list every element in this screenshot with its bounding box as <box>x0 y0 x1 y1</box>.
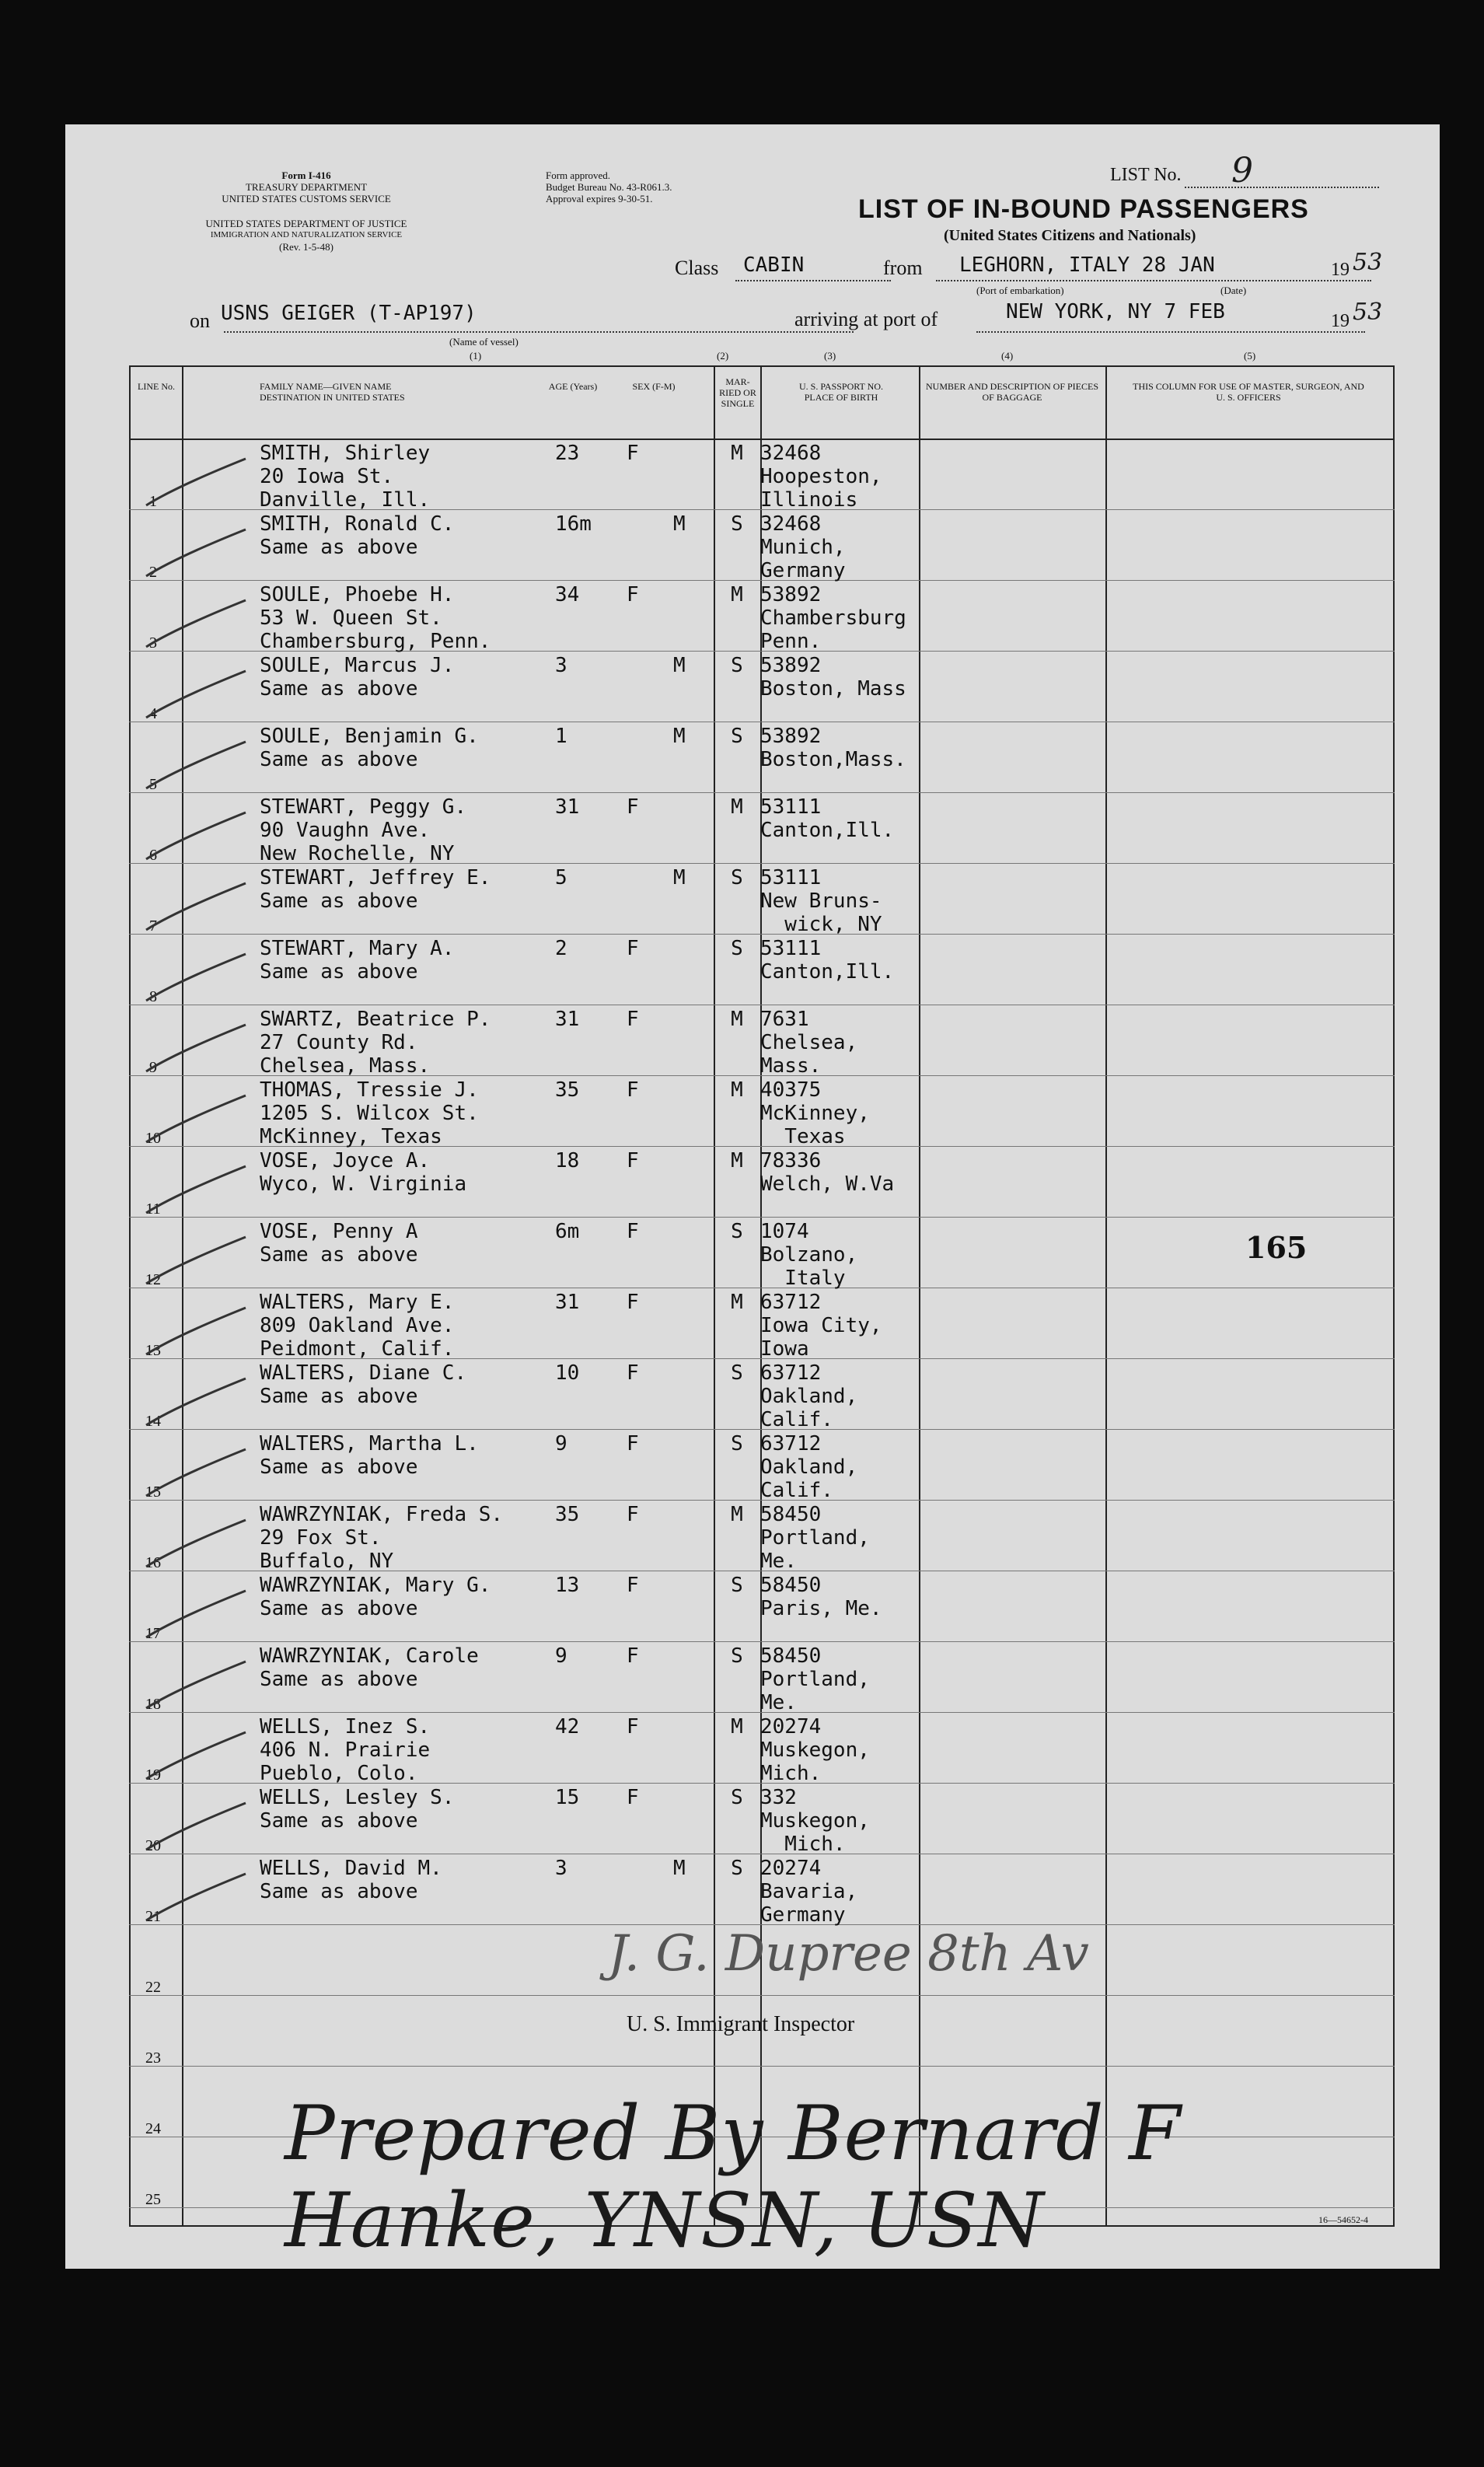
passenger-age: 9 <box>555 1644 567 1668</box>
passenger-passport: 53892 Boston,Mass. <box>760 725 906 771</box>
arrival-line <box>976 331 1365 333</box>
header-family-name <box>260 381 462 403</box>
row-divider <box>129 1995 1395 1996</box>
form-subtitle: (United States Citizens and Nationals) <box>944 227 1196 244</box>
passenger-passport: 53111 Canton,Ill. <box>760 937 895 984</box>
table-row <box>129 1712 1395 1783</box>
date-caption: (Date) <box>1220 285 1247 296</box>
line-number: 8 <box>149 988 157 1005</box>
class-line <box>735 280 891 281</box>
passenger-marital: S <box>731 937 743 960</box>
passenger-sex: M <box>673 1857 686 1880</box>
form-justice-block <box>182 218 431 253</box>
table-row <box>129 1641 1395 1712</box>
passenger-sex: F <box>627 1078 639 1102</box>
year-value-2: 53 <box>1353 299 1383 326</box>
table-row <box>129 1500 1395 1571</box>
passenger-name: WELLS, Lesley S. Same as above <box>260 1786 455 1833</box>
line-number: 10 <box>145 1130 161 1147</box>
passenger-passport: 58450 Paris, Me. <box>760 1574 882 1620</box>
passenger-sex: F <box>627 583 639 606</box>
passenger-name: SMITH, Ronald C. Same as above <box>260 512 455 559</box>
passenger-marital: S <box>731 1361 743 1385</box>
line-number: 5 <box>149 776 157 793</box>
passenger-sex: F <box>627 1574 639 1597</box>
table-row <box>129 722 1395 792</box>
passenger-marital: S <box>731 512 743 536</box>
passenger-name: SOULE, Phoebe H. 53 W. Queen St. Chambersburg, Penn. <box>260 583 491 653</box>
passenger-marital: S <box>731 1574 743 1597</box>
passenger-marital: S <box>731 1644 743 1668</box>
passenger-age: 31 <box>555 1291 580 1314</box>
passenger-marital: M <box>731 1008 743 1031</box>
passenger-marital: S <box>731 1220 743 1243</box>
line-number: 13 <box>145 1342 161 1359</box>
passenger-name: SWARTZ, Beatrice P. 27 County Rd. Chelsea, Mass. <box>260 1008 491 1078</box>
passenger-passport: 78336 Welch, W.Va <box>760 1149 895 1196</box>
customs-label: UNITED STATES CUSTOMS SERVICE <box>222 193 391 204</box>
table-row <box>129 934 1395 1005</box>
header-married: MAR- RIED OR SINGLE <box>719 376 756 409</box>
passenger-name: WALTERS, Diane C. Same as above <box>260 1361 467 1408</box>
passenger-name: VOSE, Joyce A. Wyco, W. Virginia <box>260 1149 467 1196</box>
passenger-passport: 20274 Muskegon, Mich. <box>760 1715 870 1785</box>
list-no-line <box>1185 187 1379 188</box>
line-number: 16 <box>145 1554 161 1571</box>
table-row <box>129 580 1395 651</box>
passenger-name: SOULE, Marcus J. Same as above <box>260 654 455 701</box>
footer-code: 16—54652-4 <box>1318 2214 1368 2225</box>
passenger-passport: 53111 Canton,Ill. <box>760 795 895 842</box>
stamp-number: 165 <box>1245 1230 1308 1265</box>
header-family-name-text: FAMILY NAME—GIVEN NAME <box>260 381 392 392</box>
passenger-passport: 332 Muskegon, Mich. <box>760 1786 870 1856</box>
table-row <box>129 1146 1395 1217</box>
passenger-passport: 63712 Oakland, Calif. <box>760 1361 858 1431</box>
vessel-line <box>224 331 854 333</box>
inspector-label: U. S. Immigrant Inspector <box>627 2012 855 2036</box>
justice-label: UNITED STATES DEPARTMENT OF JUSTICE <box>205 218 407 229</box>
class-value: CABIN <box>743 253 805 277</box>
table-row <box>129 1783 1395 1854</box>
col-num-2: (2) <box>717 350 729 362</box>
passenger-age: 13 <box>555 1574 580 1597</box>
passenger-passport: 58450 Portland, Me. <box>760 1644 870 1714</box>
passenger-age: 23 <box>555 442 580 465</box>
passenger-marital: M <box>731 1291 743 1314</box>
passenger-passport: 32468 Hoopeston, Illinois <box>760 442 882 512</box>
passenger-passport: 40375 McKinney, Texas <box>760 1078 870 1148</box>
table-row <box>129 439 1395 512</box>
prepared-by-signature: Prepared By Bernard F Hanke, YNSN, USN <box>285 2090 1182 2264</box>
passenger-sex: F <box>627 1715 639 1738</box>
table-row <box>129 1075 1395 1146</box>
passenger-sex: F <box>627 1503 639 1526</box>
line-number: 11 <box>145 1200 161 1218</box>
passenger-marital: M <box>731 442 743 465</box>
passenger-marital: M <box>731 1149 743 1172</box>
line-number: 4 <box>149 705 157 722</box>
line-number: 6 <box>149 847 157 864</box>
passenger-name: WELLS, David M. Same as above <box>260 1857 442 1903</box>
budget-label: Budget Bureau No. 43-R061.3. <box>546 181 672 193</box>
passenger-age: 31 <box>555 1008 580 1031</box>
form-number: Form I-416 <box>281 169 331 181</box>
passenger-name: WAWRZYNIAK, Mary G. Same as above <box>260 1574 491 1620</box>
passenger-sex: M <box>673 654 686 677</box>
passenger-sex: F <box>627 937 639 960</box>
passenger-sex: F <box>627 1008 639 1031</box>
header-passport <box>771 381 911 403</box>
passenger-name: WAWRZYNIAK, Freda S. 29 Fox St. Buffalo, NY <box>260 1503 504 1573</box>
form-title: LIST OF IN-BOUND PASSENGERS <box>858 194 1309 224</box>
form-agency-block <box>182 169 431 204</box>
passenger-name: SMITH, Shirley 20 Iowa St. Danville, Ill. <box>260 442 431 512</box>
passenger-marital: S <box>731 866 743 889</box>
passenger-marital: S <box>731 725 743 748</box>
from-line <box>936 280 1371 281</box>
header-baggage: NUMBER AND DESCRIPTION OF PIECES OF BAGGAGE <box>925 381 1099 403</box>
passenger-sex: M <box>673 725 686 748</box>
passenger-age: 1 <box>555 725 567 748</box>
table-row <box>129 1358 1395 1429</box>
passenger-age: 5 <box>555 866 567 889</box>
table-row <box>129 792 1395 863</box>
ins-label: IMMIGRATION AND NATURALIZATION SERVICE <box>210 230 403 239</box>
table-row <box>129 651 1395 722</box>
col-num-1: (1) <box>470 350 482 362</box>
header-sex: SEX (F-M) <box>632 381 676 392</box>
line-number: 2 <box>149 564 157 581</box>
passenger-passport: 1074 Bolzano, Italy <box>760 1220 858 1290</box>
col-num-4: (4) <box>1001 350 1014 362</box>
passenger-passport: 63712 Iowa City, Iowa <box>760 1291 882 1361</box>
passenger-marital: M <box>731 795 743 819</box>
port-embark-caption: (Port of embarkation) <box>976 285 1064 296</box>
passenger-sex: F <box>627 442 639 465</box>
passenger-name: SOULE, Benjamin G. Same as above <box>260 725 479 771</box>
table-row <box>129 1217 1395 1288</box>
line-number: 24 <box>145 2120 161 2137</box>
line-number: 3 <box>149 634 157 652</box>
passenger-sex: F <box>627 1361 639 1385</box>
passenger-age: 42 <box>555 1715 580 1738</box>
expires-label: Approval expires 9-30-51. <box>546 193 653 204</box>
passenger-marital: S <box>731 1857 743 1880</box>
table-row <box>129 1288 1395 1361</box>
line-number: 23 <box>145 2049 161 2067</box>
line-number: 15 <box>145 1483 161 1501</box>
passenger-age: 6m <box>555 1220 580 1243</box>
year-prefix: 19 <box>1331 260 1350 280</box>
line-number: 18 <box>145 1696 161 1713</box>
passenger-passport: 53892 Boston, Mass <box>760 654 906 701</box>
line-number: 14 <box>145 1413 161 1430</box>
passenger-name: STEWART, Mary A. Same as above <box>260 937 455 984</box>
line-number: 7 <box>149 917 157 935</box>
passenger-name: WALTERS, Martha L. Same as above <box>260 1432 479 1479</box>
line-number: 19 <box>145 1766 161 1784</box>
table-row <box>129 509 1395 580</box>
passenger-age: 35 <box>555 1078 580 1102</box>
revision-label: (Rev. 1-5-48) <box>279 241 333 253</box>
passenger-sex: F <box>627 1644 639 1668</box>
inspector-signature: J. G. Dupree 8th Av <box>608 1925 1089 1983</box>
passenger-age: 3 <box>555 654 567 677</box>
year-value: 53 <box>1353 249 1383 276</box>
row-divider <box>129 2066 1395 2067</box>
approved-label: Form approved. <box>546 169 611 181</box>
from-value: LEGHORN, ITALY 28 JAN <box>959 253 1215 277</box>
passenger-table <box>129 365 1395 2264</box>
year-prefix-2: 19 <box>1331 311 1350 331</box>
list-no-label: LIST No. <box>1110 165 1182 185</box>
passenger-name: WELLS, Inez S. 406 N. Prairie Pueblo, Colo. <box>260 1715 431 1785</box>
passenger-age: 2 <box>555 937 567 960</box>
col-num-5: (5) <box>1244 350 1256 362</box>
passenger-passport: 20274 Bavaria, Germany <box>760 1857 858 1927</box>
passenger-marital: M <box>731 583 743 606</box>
list-no-value: 9 <box>1231 151 1253 190</box>
passenger-passport: 53892 Chambersburg Penn. <box>760 583 906 653</box>
vessel-name: USNS GEIGER (T-AP197) <box>221 302 477 325</box>
header-officers: THIS COLUMN FOR USE OF MASTER, SURGEON, AND U. S. OFFICERS <box>1133 381 1364 403</box>
table-row <box>129 1005 1395 1078</box>
header-passport-text: U. S. PASSPORT NO. <box>799 381 883 392</box>
passenger-age: 31 <box>555 795 580 819</box>
line-number: 17 <box>145 1625 161 1642</box>
passenger-sex: F <box>627 1432 639 1455</box>
passenger-name: THOMAS, Tressie J. 1205 S. Wilcox St. McKinney, Texas <box>260 1078 479 1148</box>
passenger-name: WAWRZYNIAK, Carole Same as above <box>260 1644 479 1691</box>
passenger-passport: 7631 Chelsea, Mass. <box>760 1008 858 1078</box>
line-number: 22 <box>145 1979 161 1996</box>
arrival-value: NEW YORK, NY 7 FEB <box>1006 300 1225 323</box>
passenger-age: 18 <box>555 1149 580 1172</box>
passenger-sex: M <box>673 866 686 889</box>
passenger-name: STEWART, Peggy G. 90 Vaughn Ave. New Rochelle, NY <box>260 795 467 865</box>
passenger-sex: F <box>627 795 639 819</box>
passenger-sex: F <box>627 1786 639 1809</box>
table-row <box>129 1429 1395 1500</box>
header-birth-text: PLACE OF BIRTH <box>804 392 878 403</box>
passenger-marital: M <box>731 1503 743 1526</box>
passenger-passport: 63712 Oakland, Calif. <box>760 1432 858 1502</box>
passenger-name: WALTERS, Mary E. 809 Oakland Ave. Peidmont, Calif. <box>260 1291 455 1361</box>
col-num-3: (3) <box>824 350 836 362</box>
passenger-sex: F <box>627 1149 639 1172</box>
table-row <box>129 863 1395 934</box>
passenger-marital: M <box>731 1078 743 1102</box>
passenger-marital: S <box>731 1432 743 1455</box>
passenger-sex: F <box>627 1220 639 1243</box>
passenger-age: 3 <box>555 1857 567 1880</box>
treasury-label: TREASURY DEPARTMENT <box>245 181 368 193</box>
passenger-passport: 53111 New Bruns- wick, NY <box>760 866 882 936</box>
passenger-marital: S <box>731 1786 743 1809</box>
arriving-label: arriving at port of <box>794 308 938 330</box>
from-label: from <box>883 257 923 279</box>
on-label: on <box>190 309 210 332</box>
table-row <box>129 1854 1395 1927</box>
table-row <box>129 1571 1395 1641</box>
class-label: Class <box>675 257 719 279</box>
passenger-sex: F <box>627 1291 639 1314</box>
passenger-age: 16m <box>555 512 592 536</box>
passenger-age: 10 <box>555 1361 580 1385</box>
header-line-no: LINE No. <box>138 381 175 392</box>
passenger-sex: M <box>673 512 686 536</box>
passenger-age: 9 <box>555 1432 567 1455</box>
passenger-name: STEWART, Jeffrey E. Same as above <box>260 866 491 913</box>
passenger-age: 35 <box>555 1503 580 1526</box>
header-age: AGE (Years) <box>548 381 598 392</box>
form-approval-block <box>546 169 672 204</box>
line-number: 20 <box>145 1837 161 1854</box>
line-number: 21 <box>145 1908 161 1925</box>
passenger-name: VOSE, Penny A Same as above <box>260 1220 418 1267</box>
passenger-marital: M <box>731 1715 743 1738</box>
line-number: 9 <box>149 1059 157 1076</box>
header-destination-text: DESTINATION IN UNITED STATES <box>260 392 405 403</box>
passenger-passport: 58450 Portland, Me. <box>760 1503 870 1573</box>
line-number: 25 <box>145 2191 161 2208</box>
passenger-age: 34 <box>555 583 580 606</box>
passenger-passport: 32468 Munich, Germany <box>760 512 846 582</box>
passenger-age: 15 <box>555 1786 580 1809</box>
passenger-marital: S <box>731 654 743 677</box>
line-number: 1 <box>149 493 157 510</box>
vessel-caption: (Name of vessel) <box>449 336 519 348</box>
line-number: 12 <box>145 1271 161 1288</box>
